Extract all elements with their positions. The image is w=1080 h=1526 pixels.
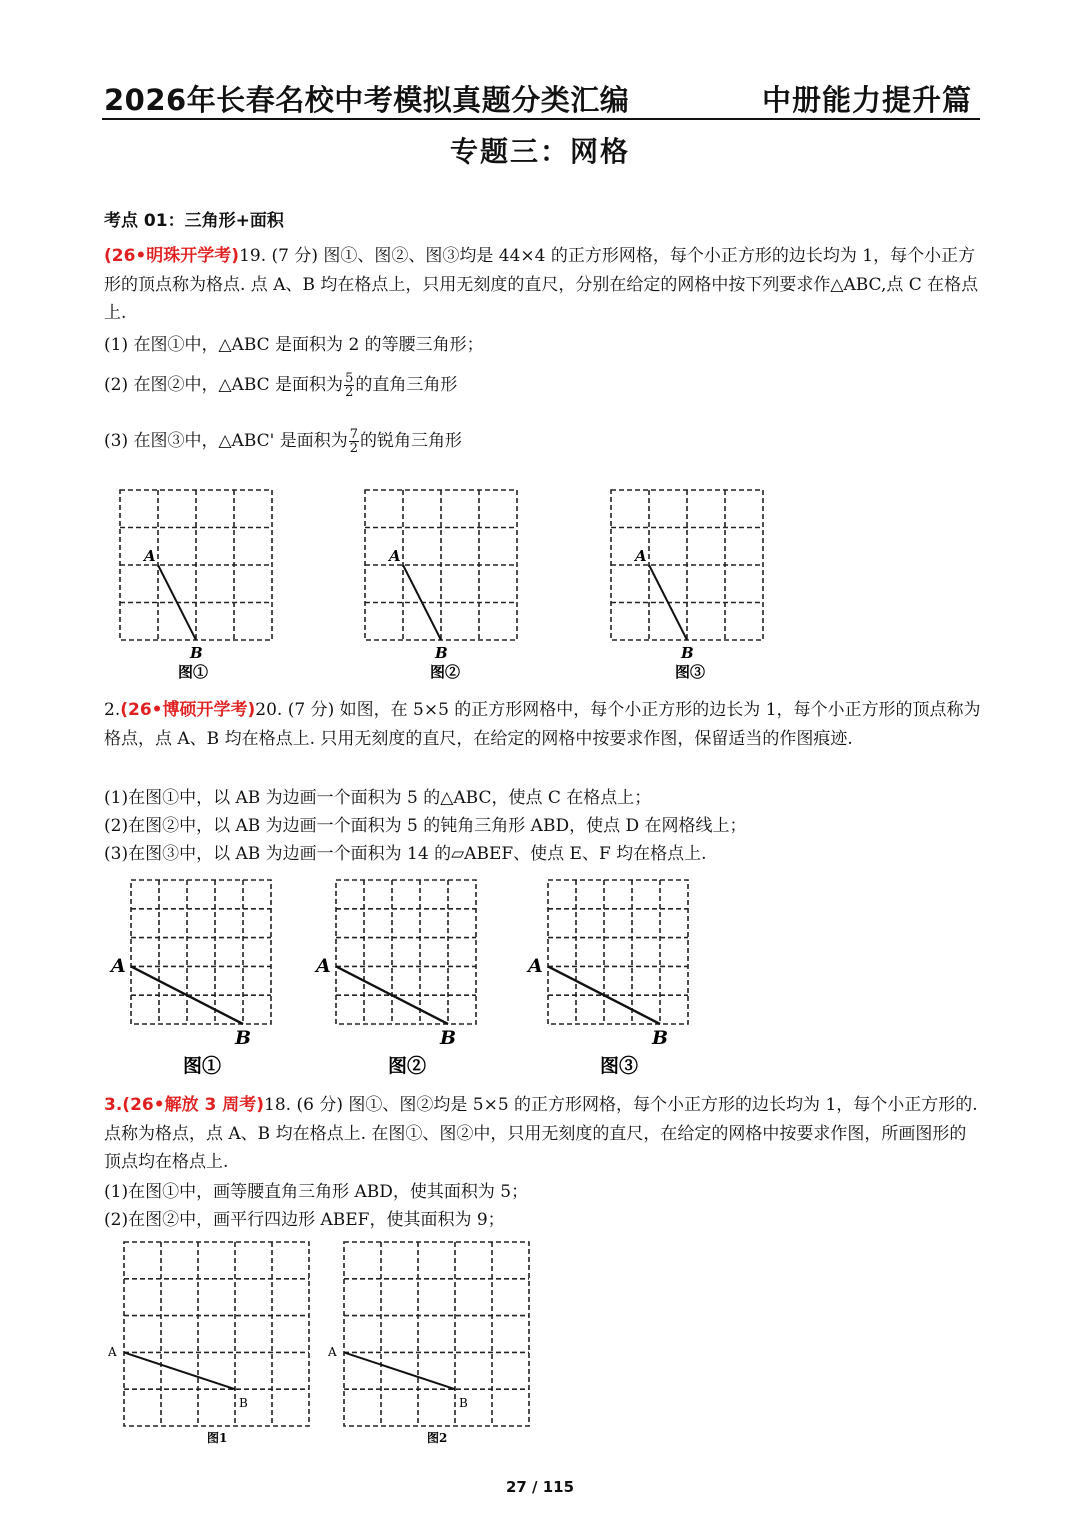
q1-part2-fraction bbox=[344, 372, 354, 399]
point-b-label: B bbox=[440, 1027, 457, 1049]
q3-source: (26•解放 3 周考) bbox=[122, 1095, 265, 1115]
section-title: 考点 01：三角形+面积 bbox=[104, 211, 284, 231]
figure-caption: 图③ bbox=[675, 663, 706, 681]
q2-part2: (2)在图②中，以 AB 为边画一个面积为 5 的钝角三角形 ABD，使点 D 在网格线上； bbox=[104, 816, 747, 836]
figure-caption: 图② bbox=[388, 1055, 427, 1077]
header-left-title: 2026年长春名校中考模拟真题分类汇编 bbox=[104, 83, 630, 117]
point-a-label: A bbox=[144, 547, 156, 565]
q2-number: 2. bbox=[104, 700, 121, 720]
q1-figure-1 bbox=[100, 480, 300, 685]
grid bbox=[611, 490, 763, 640]
q2-intro bbox=[104, 696, 982, 753]
fraction-denominator: 2 bbox=[345, 385, 354, 400]
header-divider bbox=[102, 118, 980, 120]
q1-part2-pre: (2) 在图②中，△ABC 是面积为 bbox=[104, 375, 344, 395]
fraction-denominator: 2 bbox=[349, 441, 359, 456]
topic-title: 专题三：网格 bbox=[449, 135, 630, 168]
grid bbox=[124, 1242, 309, 1426]
q3-number: 3. bbox=[104, 1095, 123, 1115]
q1-intro-text: 19. (7 分) 图①、图②、图③均是 44×4 的正方形网格，每个小正方形的边长均为 1，每个小正方形的顶点称为格点. 点 A、B 均在格点上，只用无刻度的直尺，分别在给定的网格中按下列要求作△ABC,点 C 在格点上. bbox=[104, 246, 979, 323]
q3-figure-1 bbox=[100, 1236, 320, 1450]
figure-caption: 图③ bbox=[600, 1055, 639, 1077]
header-right-title: 中册能力提升篇 bbox=[761, 83, 972, 117]
point-b-label: B bbox=[239, 1396, 248, 1410]
q2-part3: (3)在图③中，以 AB 为边画一个面积为 14 的▱ABEF、使点 E、F 均在格点上. bbox=[104, 844, 707, 864]
point-b-label: B bbox=[435, 644, 448, 662]
point-a-label: A bbox=[111, 955, 126, 977]
point-b-label: B bbox=[652, 1027, 669, 1049]
figure-caption: 图1 bbox=[207, 1431, 228, 1445]
q1-part1: (1) 在图①中，△ABC 是面积为 2 的等腰三角形； bbox=[104, 335, 484, 355]
q2-source: (26•博硕开学考) bbox=[120, 700, 256, 720]
q1-part2-post: 的直角三角形 bbox=[355, 375, 458, 395]
grid bbox=[365, 490, 517, 640]
point-b-label: B bbox=[459, 1396, 468, 1410]
q1-intro bbox=[104, 242, 982, 328]
figure-caption: 图② bbox=[430, 663, 461, 681]
fraction-numerator: 7 bbox=[349, 427, 359, 442]
q2-intro-text: 20. (7 分) 如图，在 5×5 的正方形网格中，每个小正方形的边长为 1，每个小正方形的顶点称为格点，点 A、B 均在格点上. 只用无刻度的直尺，在给定的网格中按要求作图，保留适当的作图痕迹. bbox=[104, 700, 981, 749]
point-a-label: A bbox=[635, 547, 647, 565]
q3-part1: (1)在图①中，画等腰直角三角形 ABD，使其面积为 5； bbox=[104, 1182, 529, 1202]
point-a-label: A bbox=[389, 547, 401, 565]
point-a-label: A bbox=[328, 1345, 337, 1359]
q1-part3-post: 的锐角三角形 bbox=[360, 431, 463, 451]
q3-intro bbox=[104, 1091, 982, 1177]
segment-ab bbox=[124, 1352, 235, 1389]
grid bbox=[344, 1242, 529, 1426]
page-number: 27 / 115 bbox=[505, 1478, 575, 1496]
q1-figure-2 bbox=[345, 480, 545, 685]
point-b-label: B bbox=[190, 644, 203, 662]
figure-caption: 图2 bbox=[427, 1431, 448, 1445]
point-a-label: A bbox=[528, 955, 543, 977]
q3-part2: (2)在图②中，画平行四边形 ABEF，使其面积为 9； bbox=[104, 1210, 505, 1230]
point-a-label: A bbox=[108, 1345, 117, 1359]
point-b-label: B bbox=[235, 1027, 252, 1049]
q1-source: (26•明珠开学考) bbox=[104, 246, 240, 266]
fraction-numerator: 5 bbox=[345, 371, 354, 386]
segment-ab bbox=[344, 1352, 455, 1389]
q1-figure-3 bbox=[591, 480, 791, 685]
grid bbox=[120, 490, 272, 640]
figure-caption: 图① bbox=[183, 1055, 222, 1077]
q3-intro-text: 18. (6 分) 图①、图②均是 5×5 的正方形网格，每个小正方形的边长均为 1，每个小正方形的. 点称为格点，点 A、B 均在格点上. 在图①、图②中，只用无刻度的直尺，在给定的网格中按要求作图，所画图形的顶点均在格点上. bbox=[104, 1095, 978, 1172]
q1-part3-fraction bbox=[349, 428, 359, 455]
figure-caption: 图① bbox=[178, 663, 209, 681]
q3-figure-2 bbox=[320, 1236, 540, 1450]
q2-part1: (1)在图①中，以 AB 为边画一个面积为 5 的△ABC，使点 C 在格点上； bbox=[104, 788, 652, 808]
q2-figure-3 bbox=[522, 872, 702, 1082]
point-b-label: B bbox=[681, 644, 694, 662]
point-a-label: A bbox=[316, 955, 331, 977]
q1-part3 bbox=[104, 426, 462, 455]
q1-part3-pre: (3) 在图③中，△ABC' 是面积为 bbox=[104, 431, 348, 451]
q1-part2 bbox=[104, 370, 457, 399]
q2-figure-2 bbox=[310, 872, 490, 1082]
q2-figure-1 bbox=[105, 872, 285, 1082]
